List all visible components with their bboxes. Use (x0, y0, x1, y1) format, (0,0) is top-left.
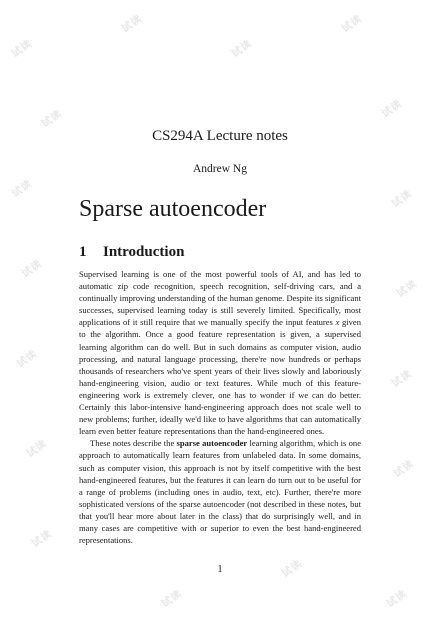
watermark-text: 试读 (119, 13, 145, 35)
paragraph-1-text-b: given to the algorithm. Once a good feature representation is given, a supervised learning algorithm can do well. But in such domains as computer vision, audio processing, and natural language processing, there're now hundreds or perhaps thousands of researchers who've spent years of their lives slowly and laboriously hand-engineering vision, audio or text features. While much of this feature-engineering work is extremely clever, one has to wonder if we can do better. Certainly this labor-intensive hand-engineering approach does not scale well to new problems; further, ideally we'd like to have algorithms that can automatically learn even better feature representations than the hand-engineered ones. (79, 317, 361, 437)
watermark-text: 试读 (279, 558, 305, 580)
bold-term: sparse autoencoder (176, 438, 248, 449)
watermark-text: 试读 (159, 588, 185, 610)
page-number: 1 (217, 564, 223, 575)
watermark-text: 试读 (339, 13, 365, 35)
math-variable: x (335, 317, 340, 328)
watermark-text: 试读 (39, 108, 65, 130)
watermark-text: 试读 (19, 258, 45, 280)
section-heading (79, 244, 184, 261)
watermark-text: 试读 (384, 588, 410, 610)
section-title: Introduction (103, 244, 185, 260)
author-name: Andrew Ng (193, 163, 247, 175)
watermark-text: 试读 (389, 368, 415, 390)
watermark-text: 试读 (29, 528, 55, 550)
watermark-text: 试读 (24, 438, 50, 460)
watermark-text: 试读 (379, 98, 405, 120)
paragraph-1-text-a: Supervised learning is one of the most powerful tools of AI, and has led to automatic zip code recognition, speech recognition, self-driving cars, and a continually improving understanding of the human genome. Despite its significant successes, supervised learning today is still severely limited. Specifically, most applications of it still require that we manually specify the input features (79, 269, 361, 328)
watermark-text: 试读 (229, 38, 255, 60)
watermark-text: 试读 (389, 188, 415, 210)
body-text (79, 268, 361, 546)
document-title: Sparse autoencoder (79, 196, 267, 222)
paragraph-2-text-a: These notes describe the (90, 438, 177, 449)
section-number: 1 (79, 244, 87, 260)
watermark-text: 试读 (9, 38, 35, 60)
watermark-text: 试读 (394, 278, 420, 300)
paragraph-1 (79, 268, 361, 437)
course-heading: CS294A Lecture notes (152, 128, 288, 144)
watermark-text: 试读 (391, 458, 417, 480)
paragraph-2-text-b: learning algorithm, which is one approach to automatically learn features from unlabeled data. In some domains, such as computer vision, this approach is not by itself competitive with the best hand-engineered features, but the features it can learn do turn out to be useful for a range of problems (including ones in audio, text, etc). Further, there're more sophisticated versions of the sparse autoencoder (not described in these notes, but that you'll hear more about later in the class) that do surprisingly well, and in many cases are competitive with or superior to even the best hand-engineered representations. (79, 438, 361, 546)
watermark-text: 试读 (14, 348, 40, 370)
paragraph-2 (79, 437, 361, 546)
watermark-text: 试读 (9, 178, 35, 200)
